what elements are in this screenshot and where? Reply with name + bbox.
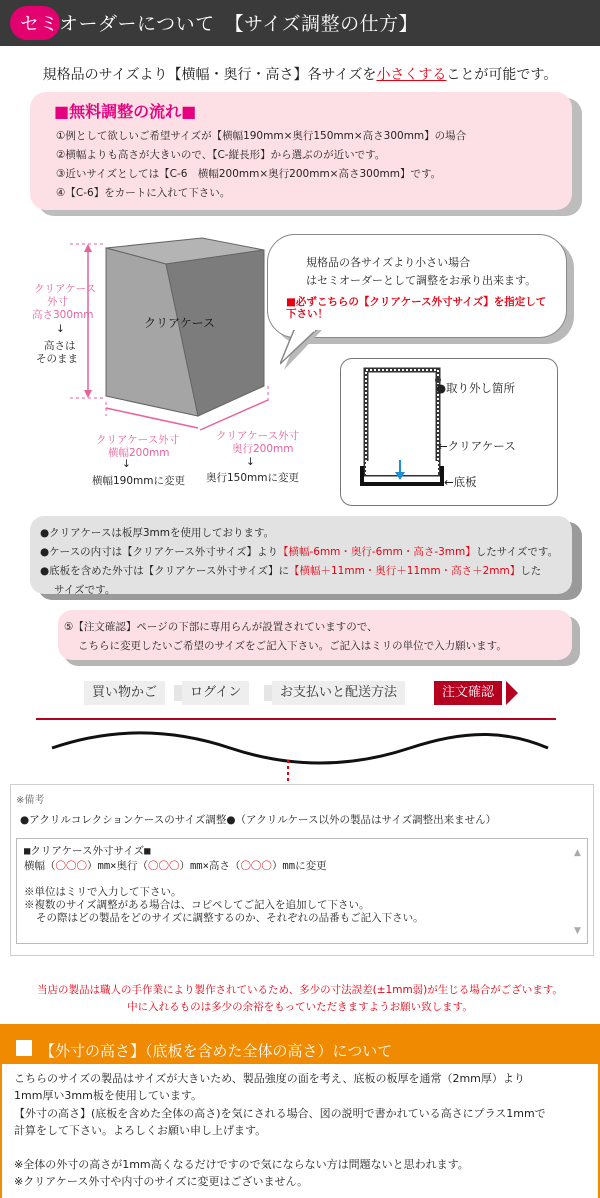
depth-label-2: 奥行200mm [232, 443, 294, 455]
bubble-line-1: 規格品の各サイズより小さい場合 [306, 256, 471, 269]
textarea-line-1: ■クリアケース外寸サイズ■ [24, 845, 151, 857]
info-line-3-post: した [520, 565, 542, 577]
bubble-line-3: ■必ずこちらの【クリアケース外寸サイズ】を指定して下さい！ [286, 296, 547, 320]
height-line-6: ※クリアケース外寸や内寸のサイズに変更はございません。 [14, 1175, 309, 1188]
scroll-up-icon[interactable]: ▲ [574, 848, 581, 858]
step-cart: 買い物かご [84, 681, 165, 705]
info-line-2 [40, 544, 558, 559]
flow-step-1: ①例として欲しいご希望サイズが【横幅190mm×奥行150mm×高さ300mm】の場合 [56, 130, 467, 142]
flow-step-3: ③近いサイズとしては【C-6 横幅200mm×奥行200mm×高さ300mm】です。 [56, 168, 442, 180]
ta-part-b: ）mm×奥行（ [87, 860, 148, 872]
checkbox-icon [16, 1040, 32, 1056]
textarea-line-3: ※単位はミリで入力して下さい。 [24, 886, 182, 898]
height-section-title: 【外寸の高さ】（底板を含めた全体の高さ）について [40, 1042, 393, 1060]
title-rest: オーダーについて 【サイズ調整の仕方】 [59, 13, 419, 35]
depth-label-1: クリアケース外寸 [216, 430, 300, 442]
intro-pre: 規格品のサイズより【横幅・奥行・高さ】各サイズを [42, 67, 377, 83]
memo-description: ●アクリルコレクションケースのサイズ調整●（アクリルケース以外の製品はサイズ調整出来ません） [20, 814, 497, 826]
ta-depth-value: 〇〇〇 [147, 860, 180, 872]
down-arrow-2: ↓ [122, 458, 131, 470]
info-line-3-red: 【横幅＋11mm・奥行＋11mm・高さ＋2mm】 [288, 565, 521, 577]
height-label-2: 外寸 [47, 296, 68, 308]
info-line-2-pre: ●ケースの内寸は【クリアケース外寸サイズ】より [40, 546, 278, 558]
case-label: クリアケース [144, 316, 216, 330]
height-line-1: こちらのサイズの製品はサイズが大きいため、製品強度の面を考え、底板の板厚を通常（2mm厚）より [14, 1072, 525, 1085]
intro-text [0, 64, 600, 84]
step-divider [264, 685, 272, 701]
info-line-3-pre: ●底板を含めた外寸は【クリアケース外寸サイズ】に [40, 565, 289, 577]
info-line-4: サイズです。 [54, 584, 116, 596]
warning-line-1: 当店の製品は職人の手作業により製作されているため、多少の寸法誤差(±1mm弱)が生じる場合がございます。 [37, 984, 563, 996]
ta-part-c: ）mm×高さ（ [179, 860, 241, 872]
height-label-1: クリアケース [34, 283, 97, 295]
textarea-line-2 [24, 858, 327, 873]
confirm-line-1: ⑤【注文確認】ページの下部に専用らんが設置されていますので、 [64, 621, 378, 633]
divider-line [36, 718, 556, 720]
intro-post: ことが可能です。 [446, 67, 558, 83]
page-title [20, 9, 418, 36]
textarea-line-5: その際はどの製品をどのサイズに調整するのか、それぞれの品番もご記入下さい。 [36, 912, 424, 924]
wave-separator [50, 728, 550, 768]
removable-label: ●取り外し箇所 [436, 381, 516, 395]
height-note-2: そのまま [36, 353, 78, 365]
step-login: ログイン [182, 681, 249, 705]
step-confirm: 注文確認 [434, 681, 502, 705]
title-highlight: セミ [20, 13, 60, 35]
height-note-1: 高さは [44, 340, 76, 352]
width-change: 横幅190mmに変更 [92, 475, 185, 487]
down-arrow-1: ↓ [56, 323, 65, 335]
left-border [0, 1064, 2, 1198]
ta-width-value: 〇〇〇 [55, 860, 87, 872]
depth-change: 奥行150mmに変更 [206, 472, 299, 484]
flow-title: ■無料調整の流れ■ [54, 102, 197, 121]
width-label-2: 横幅200mm [108, 447, 170, 459]
info-line-2-red: 【横幅-6mm・奥行-6mm・高さ-3mm】 [277, 546, 476, 558]
confirm-line-2: こちらに変更したいご希望のサイズをご記入下さい。ご記入はミリの単位で入力願います。 [78, 640, 507, 652]
ta-part-a: 横幅（ [24, 860, 56, 872]
ta-part-d: ）mmに変更 [271, 860, 327, 872]
height-line-3: 【外寸の高さ】(底板を含めた全体の高さ)を気にされる場合、図の説明で書かれている高さにプラス1mmで [14, 1107, 546, 1120]
info-line-2-post: したサイズです。 [475, 546, 559, 558]
down-arrow-3: ↓ [246, 456, 255, 468]
step-confirm-arrow [506, 681, 518, 705]
bubble-line-2: はセミオーダーとして調整をお承り出来ます。 [306, 274, 537, 287]
bubble-tail [280, 330, 340, 380]
flow-step-2: ②横幅よりも高さが大きいので、【C-縦長形】から選ぶのが近いです。 [56, 149, 386, 161]
step-payment: お支払いと配送方法 [272, 681, 405, 705]
case-outline [366, 370, 438, 474]
info-line-1: ●クリアケースは板厚3mmを使用しております。 [40, 527, 275, 539]
height-line-5: ※全体の外寸の高さが1mm高くなるだけですので気にならない方は問題ないと思われます。 [14, 1158, 469, 1171]
warning-line-2: 中に入れるものは多少の余裕をもっていただきますようお願い致します。 [127, 1001, 473, 1013]
clear-case-label: ←クリアケース [438, 439, 516, 453]
intro-highlight: 小さくする [376, 67, 447, 83]
flow-step-4: ④【C-6】をカートに入れて下さい。 [56, 187, 231, 199]
memo-label: ※備考 [16, 795, 45, 806]
info-line-3 [40, 563, 541, 578]
ta-height-value: 〇〇〇 [240, 860, 272, 872]
scroll-down-icon[interactable]: ▼ [574, 926, 581, 936]
height-label-3: 高さ300mm [32, 309, 94, 321]
height-line-4: 計算をして下さい。よろしくお願い申し上げます。 [14, 1124, 267, 1137]
width-label-1: クリアケース外寸 [96, 434, 180, 446]
height-line-2: 1mm厚い3mm板を使用しています。 [14, 1089, 202, 1102]
textarea-line-4: ※複数のサイズ調整がある場合は、コピペしてご記入を追加して下さい。 [24, 899, 370, 911]
step-divider [174, 685, 182, 701]
bottom-label: ←底板 [444, 475, 477, 489]
